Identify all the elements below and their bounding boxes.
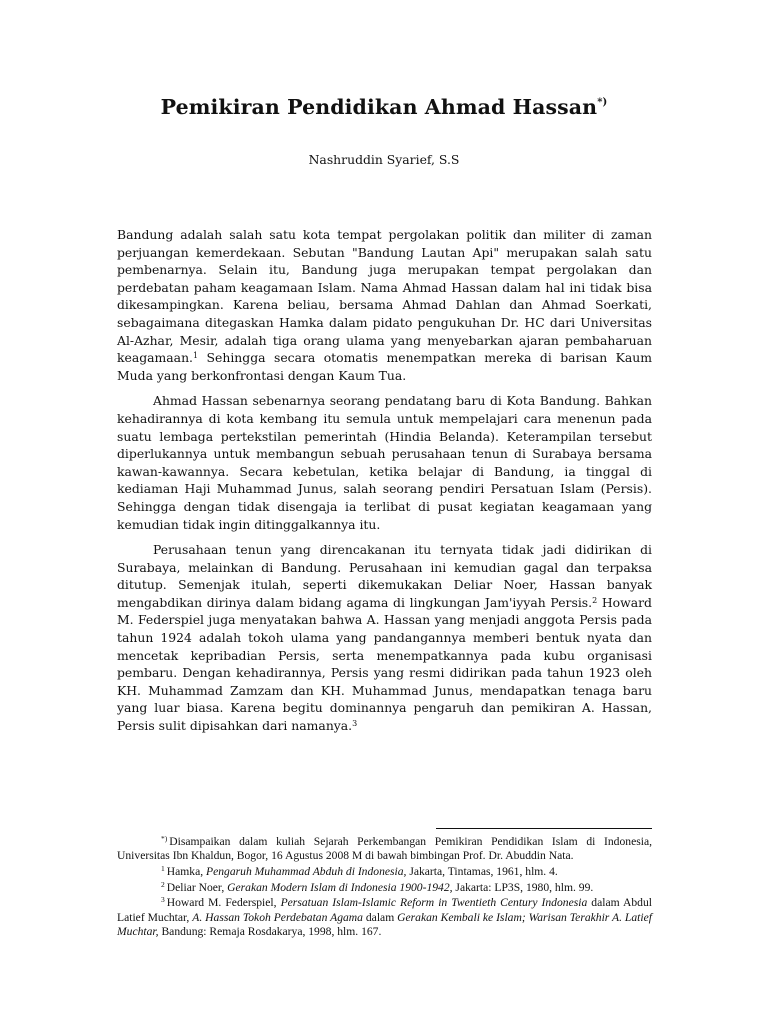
author-name: Nashruddin Syarief, S.S [308, 152, 460, 167]
paragraph-3 [117, 541, 652, 735]
footnote-separator [436, 828, 652, 829]
footnote-text: dalam [362, 910, 398, 924]
footnote-1 [117, 865, 652, 879]
footnote-text: Deliar Noer, [166, 880, 228, 894]
footnote-book-title: Gerakan Kembali ke Islam; Warisan Terakhir A. Latief Muchtar, [117, 910, 652, 938]
footnote-3 [117, 896, 652, 939]
footnote-book-title: Pengaruh Muhammad Abduh di Indonesia, [206, 864, 407, 878]
footnote-text: Jakarta, Tintamas, 1961, hlm. 4. [406, 864, 558, 878]
footnotes [117, 835, 652, 940]
footnote-ref-1: 1 [193, 351, 199, 361]
footnote-book-title: A. Hassan Tokoh Perdebatan Agama [192, 910, 363, 924]
footnote-ref-3: 3 [352, 719, 358, 729]
paragraph-text: Bandung adalah salah satu kota tempat pergolakan politik dan militer di zaman perjuangan kemerdekaan. Sebutan "Bandung Lautan Api" merupakan salah satu pembenarnya. Selain itu, Bandung juga merupakan tempat pergolakan dan perdebatan paham keagamaan Islam. Nama Ahmad Hassan dalam hal ini tidak bisa dikesampingkan. Karena beliau, bersama Ahmad Dahlan dan Ahmad Soerkati, sebagaimana ditegaskan Hamka dalam pidato pengukuhan Dr. HC dari Universitas Al-Azhar, Mesir, adalah tiga orang ulama yang menyebarkan ajaran pembaharuan keagamaan. [117, 227, 652, 366]
footnote-text: Jakarta: LP3S, 1980, hlm. 99. [452, 880, 594, 894]
paragraph-text: Perusahaan tenun yang direncakanan itu ternyata tidak jadi didirikan di Surabaya, melainkan di Bandung. Perusahaan ini kemudian gagal dan terpaksa ditutup. Semenjak itulah, seperti dikemukakan Deliar Noer, Hassan banyak mengabdikan dirinya dalam bidang agama di lingkungan Jam'iyyah Persis. [117, 542, 652, 610]
footnote-text: Bandung: Remaja Rosdakarya, 1998, hlm. 167. [158, 924, 382, 938]
footnote-text: Howard M. Federspiel, [166, 896, 281, 910]
body-text [117, 226, 652, 743]
document-title [0, 95, 768, 119]
footnote-text: Hamka, [166, 864, 207, 878]
footnote-text: Disampaikan dalam kuliah Sejarah Perkembangan Pemikiran Pendidikan Islam di Indonesia, Universitas Ibn Khaldun, Bogor, 16 Agustus 2008 M di bawah bimbingan Prof. Dr. Abuddin Nata. [117, 835, 652, 863]
paragraph-1 [117, 226, 652, 384]
title-footnote-mark: *) [597, 97, 608, 108]
footnote-title [117, 835, 652, 863]
footnote-2 [117, 881, 652, 895]
footnote-mark: 2 [161, 879, 165, 889]
footnote-book-title: Persatuan Islam-Islamic Reform in Twentieth Century Indonesia [280, 896, 588, 910]
footnote-text: dalam Abdul Latief Muchtar, [117, 896, 652, 924]
footnote-mark: *) [161, 834, 168, 843]
paragraph-text: Ahmad Hassan sebenarnya seorang pendatang baru di Kota Bandung. Bahkan kehadirannya di kota kembang itu semula untuk mempelajari cara menenun pada suatu lembaga pertekstilan pemerintah (Hindia Belanda). Keterampilan tersebut diperlukannya untuk membangun sebuah perusahaan tenun di Surabaya bersama kawan-kawannya. Secara kebetulan, ketika belajar di Bandung, ia tinggal di kediaman Haji Muhammad Junus, salah seorang pendiri Persatuan Islam (Persis). Sehingga dengan tidak disengaja ia terlibat di pusat kegiatan keagamaan yang kemudian tidak ingin ditinggalkannya itu. [117, 393, 652, 532]
footnote-book-title: Gerakan Modern Islam di Indonesia 1900-1942, [227, 880, 453, 894]
footnote-mark: 3 [161, 895, 165, 905]
footnote-ref-2: 2 [592, 595, 598, 605]
paragraph-text: Sehingga secara otomatis menempatkan mereka di barisan Kaum Muda yang berkonfrontasi dengan Kaum Tua. [117, 350, 652, 383]
paragraph-text: Howard M. Federspiel juga menyatakan bahwa A. Hassan yang menjadi anggota Persis pada tahun 1924 adalah tokoh ulama yang pandangannya memberi bentuk nyata dan mencetak kepribadian Persis, serta menempatkannya pada kubu organisasi pembaru. Dengan kehadirannya, Persis yang resmi didirikan pada tahun 1923 oleh KH. Muhammad Zamzam dan KH. Muhammad Junus, mendapatkan tenaga baru yang luar biasa. Karena begitu dominannya pengaruh dan pemikiran A. Hassan, Persis sulit dipisahkan dari namanya. [117, 594, 652, 734]
paragraph-2 [117, 392, 652, 533]
title-text: Pemikiran Pendidikan Ahmad Hassan [160, 95, 598, 119]
footnote-mark: 1 [161, 863, 165, 873]
